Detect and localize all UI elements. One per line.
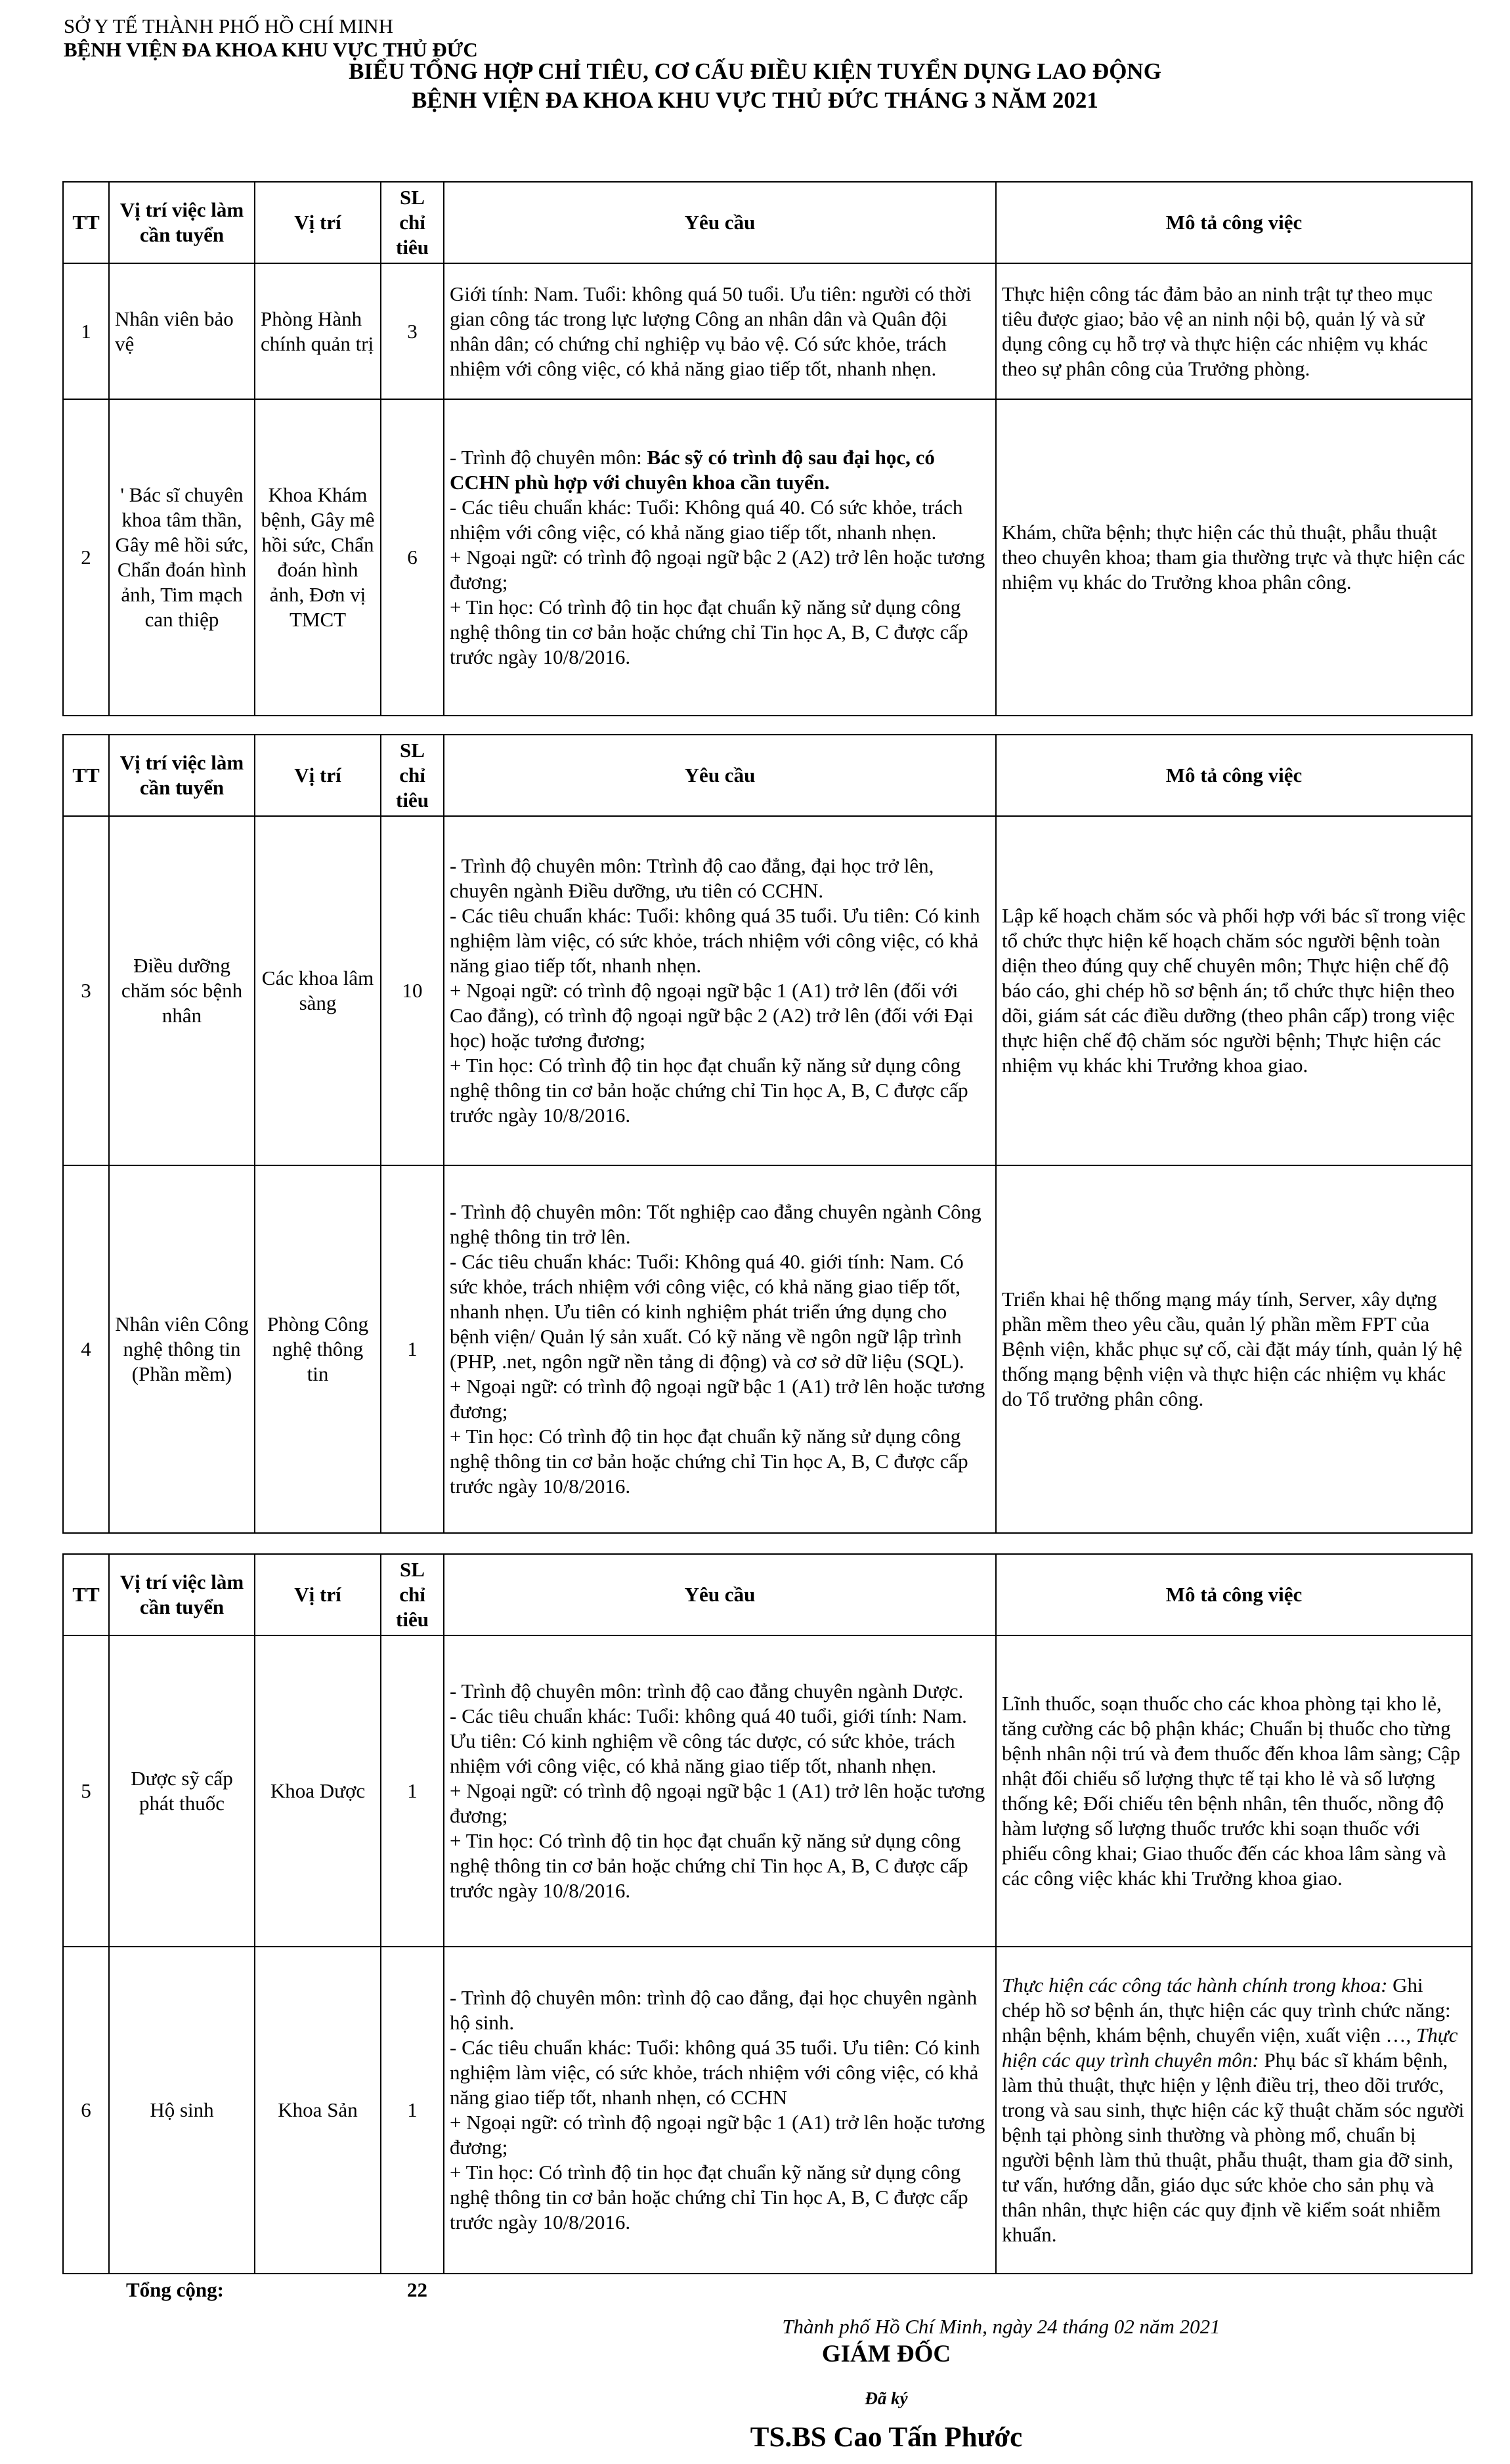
col-header-requirements: Yêu cầu	[444, 182, 996, 263]
row-position: Khoa Dược	[255, 1635, 381, 1947]
row-tt: 2	[63, 399, 109, 716]
total-label: Tổng cộng:	[126, 2278, 224, 2301]
row-sl: 6	[381, 399, 444, 716]
req-prefix: - Trình độ chuyên môn:	[450, 446, 647, 469]
doc-title-line1: BIỂU TỔNG HỢP CHỈ TIÊU, CƠ CẤU ĐIỀU KIỆN TUYỂN DỤNG LAO ĐỘNG	[349, 58, 1161, 84]
signer-name: TS.BS Cao Tấn Phước	[750, 2422, 1023, 2453]
col-header-description: Mô tả công việc	[996, 182, 1472, 263]
row-position: Khoa Sản	[255, 1947, 381, 2274]
col-header-sl: SL chỉ tiêu	[381, 735, 444, 816]
row-description: Thực hiện công tác đảm bảo an ninh trật tự theo mục tiêu được giao; bảo vệ an ninh nội bộ, quản lý và sử dụng công cụ hỗ trợ và thực hiện các nhiệm vụ khác theo sự phân công của Trưởng phòng.	[996, 263, 1472, 399]
recruitment-table-3	[62, 1553, 1473, 2274]
row-position: Phòng Hành chính quản trị	[255, 263, 381, 399]
row-job: Điều dưỡng chăm sóc bệnh nhân	[109, 816, 255, 1165]
department-name: SỞ Y TẾ THÀNH PHỐ HỒ CHÍ MINH	[64, 14, 394, 37]
row-job: Hộ sinh	[109, 1947, 255, 2274]
col-header-job: Vị trí việc làm cần tuyển	[109, 1554, 255, 1635]
row-tt: 6	[63, 1947, 109, 2274]
row-requirements: - Trình độ chuyên môn: Tốt nghiệp cao đẳng chuyên ngành Công nghệ thông tin trở lên. - Các tiêu chuẩn khác: Tuổi: Không quá 40. giới tính: Nam. Có sức khỏe, trách nhiệm với công việc, có khả năng giao tiếp tốt, nhanh nhẹn. Ưu tiên có kinh nghiệm phát triển ứng dụng cho bệnh viện/ Quản lý sản xuất. Có kỹ năng về ngôn ngữ lập trình (PHP, .net, ngôn ngữ nền tảng di động) và cơ sở dữ liệu (SQL). + Ngoại ngữ: có trình độ ngoại ngữ bậc 1 (A1) trở lên hoặc tương đương; + Tin học: Có trình độ tin học đạt chuẩn kỹ năng sử dụng công nghệ thông tin cơ bản hoặc chứng chỉ Tin học A, B, C được cấp trước ngày 10/8/2016.	[444, 1165, 996, 1533]
col-header-job: Vị trí việc làm cần tuyển	[109, 182, 255, 263]
col-header-sl: SL chỉ tiêu	[381, 1554, 444, 1635]
req-rest: - Các tiêu chuẩn khác: Tuổi: Không quá 40. Có sức khỏe, trách nhiệm với công việc, có khả năng giao tiếp tốt, nhanh nhẹn. + Ngoại ngữ: có trình độ ngoại ngữ bậc 2 (A2) trở lên hoặc tương đương; + Tin học: Có trình độ tin học đạt chuẩn kỹ năng sử dụng công nghệ thông tin cơ bản hoặc chứng chỉ Tin học A, B, C được cấp trước ngày 10/8/2016.	[450, 496, 985, 668]
col-header-description: Mô tả công việc	[996, 1554, 1472, 1635]
col-header-position: Vị trí	[255, 1554, 381, 1635]
col-header-requirements: Yêu cầu	[444, 1554, 996, 1635]
row-position: Các khoa lâm sàng	[255, 816, 381, 1165]
row-sl: 3	[381, 263, 444, 399]
desc-text: Ghi chép hồ sơ bệnh án, thực hiện các quy trình chức năng: nhận bệnh, khám bệnh, chuyển viện, xuất viện …,	[1002, 1974, 1451, 2046]
row-tt: 1	[63, 263, 109, 399]
row-description: Lập kế hoạch chăm sóc và phối hợp với bác sĩ trong việc tổ chức thực hiện kế hoạch chăm sóc người bệnh toàn diện theo đúng quy chế chuyên môn; Thực hiện chế độ báo cáo, ghi chép hồ sơ bệnh án; tổ chức thực hiện theo dõi, giám sát các điều dưỡng (theo phân cấp) trong việc thực hiện chế độ chăm sóc người bệnh; Thực hiện các nhiệm vụ khác khi Trưởng khoa giao.	[996, 816, 1472, 1165]
table-header-row	[63, 1554, 1472, 1635]
row-requirements: - Trình độ chuyên môn: trình độ cao đẳng, đại học chuyên ngành hộ sinh. - Các tiêu chuẩn khác: Tuổi: không quá 35 tuổi. Ưu tiên: Có kinh nghiệm làm việc, có sức khỏe, trách nhiệm với công việc, có khả năng giao tiếp tốt, nhanh nhẹn, có CCHN + Ngoại ngữ: có trình độ ngoại ngữ bậc 1 (A1) trở lên hoặc tương đương; + Tin học: Có trình độ tin học đạt chuẩn kỹ năng sử dụng công nghệ thông tin cơ bản hoặc chứng chỉ Tin học A, B, C được cấp trước ngày 10/8/2016.	[444, 1947, 996, 2274]
table-row	[63, 263, 1472, 399]
row-tt: 3	[63, 816, 109, 1165]
req-bold: Bác sỹ có trình độ sau đại học, có CCHN phù hợp với chuyên khoa cần tuyển.	[450, 446, 935, 494]
table-row	[63, 1165, 1472, 1533]
hospital-name: BỆNH VIỆN ĐA KHOA KHU VỰC THỦ ĐỨC	[64, 38, 478, 61]
col-header-description: Mô tả công việc	[996, 735, 1472, 816]
row-description: Triển khai hệ thống mạng máy tính, Server, xây dựng phần mềm theo yêu cầu, quản lý phần mềm FPT của Bệnh viện, khắc phục sự cố, cài đặt máy tính, quản lý hệ thống mạng bệnh viện và thực hiện các nhiệm vụ khác do Tổ trưởng phân công.	[996, 1165, 1472, 1533]
col-header-tt: TT	[63, 735, 109, 816]
col-header-requirements: Yêu cầu	[444, 735, 996, 816]
col-header-sl: SL chỉ tiêu	[381, 182, 444, 263]
row-requirements: - Trình độ chuyên môn: Ttrình độ cao đẳng, đại học trở lên, chuyên ngành Điều dưỡng, ưu tiên có CCHN. - Các tiêu chuẩn khác: Tuổi: không quá 35 tuổi. Ưu tiên: Có kinh nghiệm làm việc, có sức khỏe, trách nhiệm với công việc, có khả năng giao tiếp tốt, nhanh nhẹn. + Ngoại ngữ: có trình độ ngoại ngữ bậc 1 (A1) trở lên (đối với Cao đẳng), có trình độ ngoại ngữ bậc 2 (A2) trở lên (đối với Đại học) hoặc tương đương; + Tin học: Có trình độ tin học đạt chuẩn kỹ năng sử dụng công nghệ thông tin cơ bản hoặc chứng chỉ Tin học A, B, C được cấp trước ngày 10/8/2016.	[444, 816, 996, 1165]
signer-role: GIÁM ĐỐC	[821, 2341, 951, 2367]
table-row	[63, 1947, 1472, 2274]
row-job: Dược sỹ cấp phát thuốc	[109, 1635, 255, 1947]
row-position: Khoa Khám bệnh, Gây mê hồi sức, Chẩn đoán hình ảnh, Đơn vị TMCT	[255, 399, 381, 716]
row-sl: 1	[381, 1947, 444, 2274]
table-row	[63, 816, 1472, 1165]
recruitment-table-2	[62, 734, 1473, 1534]
row-tt: 5	[63, 1635, 109, 1947]
table-row	[63, 399, 1472, 716]
col-header-position: Vị trí	[255, 182, 381, 263]
row-description: Lĩnh thuốc, soạn thuốc cho các khoa phòng tại kho lẻ, tăng cường các bộ phận khác; Chuẩn bị thuốc cho từng bệnh nhân nội trú và đem thuốc đến khoa lâm sàng; Cập nhật đối chiếu số lượng thực tế tại kho lẻ và số lượng thống kê; Đối chiếu tên bệnh nhân, tên thuốc, nồng độ hàm lượng số lượng thuốc trước khi soạn thuốc với phiếu công khai; Giao thuốc đến các khoa lâm sàng và các công việc khác khi Trưởng khoa giao.	[996, 1635, 1472, 1947]
col-header-job: Vị trí việc làm cần tuyển	[109, 735, 255, 816]
table-row	[63, 1635, 1472, 1947]
row-tt: 4	[63, 1165, 109, 1533]
row-job: ' Bác sĩ chuyên khoa tâm thần, Gây mê hồi sức, Chẩn đoán hình ảnh, Tim mạch can thiệp	[109, 399, 255, 716]
row-position: Phòng Công nghệ thông tin	[255, 1165, 381, 1533]
col-header-tt: TT	[63, 1554, 109, 1635]
row-requirements	[444, 399, 996, 716]
place-date: Thành phố Hồ Chí Minh, ngày 24 tháng 02 năm 2021	[782, 2315, 1220, 2338]
row-requirements: Giới tính: Nam. Tuổi: không quá 50 tuổi. Ưu tiên: người có thời gian công tác trong lực lượng Công an nhân dân và Quân đội nhân dân; có chứng chỉ nghiệp vụ bảo vệ. Có sức khỏe, trách nhiệm với công việc, có khả năng giao tiếp tốt, nhanh nhẹn.	[444, 263, 996, 399]
table-header-row	[63, 182, 1472, 263]
table-header-row	[63, 735, 1472, 816]
recruitment-table-1	[62, 181, 1473, 716]
row-sl: 1	[381, 1165, 444, 1533]
desc-text-2: Phụ bác sĩ khám bệnh, làm thủ thuật, thực hiện y lệnh điều trị, theo dõi trước, trong và sau sinh, thực hiện các kỹ thuật chăm sóc người bệnh tại phòng sinh thường và phòng mổ, chuẩn bị người bệnh làm thủ thuật, phẫu thuật, tham gia đỡ sinh, tư vấn, hướng dẫn, giáo dục sức khỏe cho sản phụ và thân nhân, thực hiện các quy định về kiểm soát nhiễm khuẩn.	[1002, 2048, 1465, 2246]
row-requirements: - Trình độ chuyên môn: trình độ cao đẳng chuyên ngành Dược. - Các tiêu chuẩn khác: Tuổi: không quá 40 tuổi, giới tính: Nam. Ưu tiên: Có kinh nghiệm về công tác dược, có sức khỏe, trách nhiệm với công việc, có khả năng giao tiếp tốt, nhanh nhẹn. + Ngoại ngữ: có trình độ ngoại ngữ bậc 1 (A1) trở lên hoặc tương đương; + Tin học: Có trình độ tin học đạt chuẩn kỹ năng sử dụng công nghệ thông tin cơ bản hoặc chứng chỉ Tin học A, B, C được cấp trước ngày 10/8/2016.	[444, 1635, 996, 1947]
col-header-position: Vị trí	[255, 735, 381, 816]
desc-italic: Thực hiện các công tác hành chính trong khoa:	[1002, 1974, 1388, 1997]
row-job: Nhân viên Công nghệ thông tin (Phần mềm)	[109, 1165, 255, 1533]
row-description: Khám, chữa bệnh; thực hiện các thủ thuật, phẫu thuật theo chuyên khoa; tham gia thường trực và thực hiện các nhiệm vụ khác do Trưởng khoa phân công.	[996, 399, 1472, 716]
signed-note: Đã ký	[865, 2388, 908, 2408]
desc-italic-2: Thực hiện các quy trình chuyên môn:	[1002, 2023, 1458, 2071]
row-sl: 1	[381, 1635, 444, 1947]
doc-title-line2: BỆNH VIỆN ĐA KHOA KHU VỰC THỦ ĐỨC THÁNG 3 NĂM 2021	[412, 87, 1098, 113]
row-sl: 10	[381, 816, 444, 1165]
row-job: Nhân viên bảo vệ	[109, 263, 255, 399]
total-value: 22	[407, 2278, 427, 2301]
row-description	[996, 1947, 1472, 2274]
col-header-tt: TT	[63, 182, 109, 263]
